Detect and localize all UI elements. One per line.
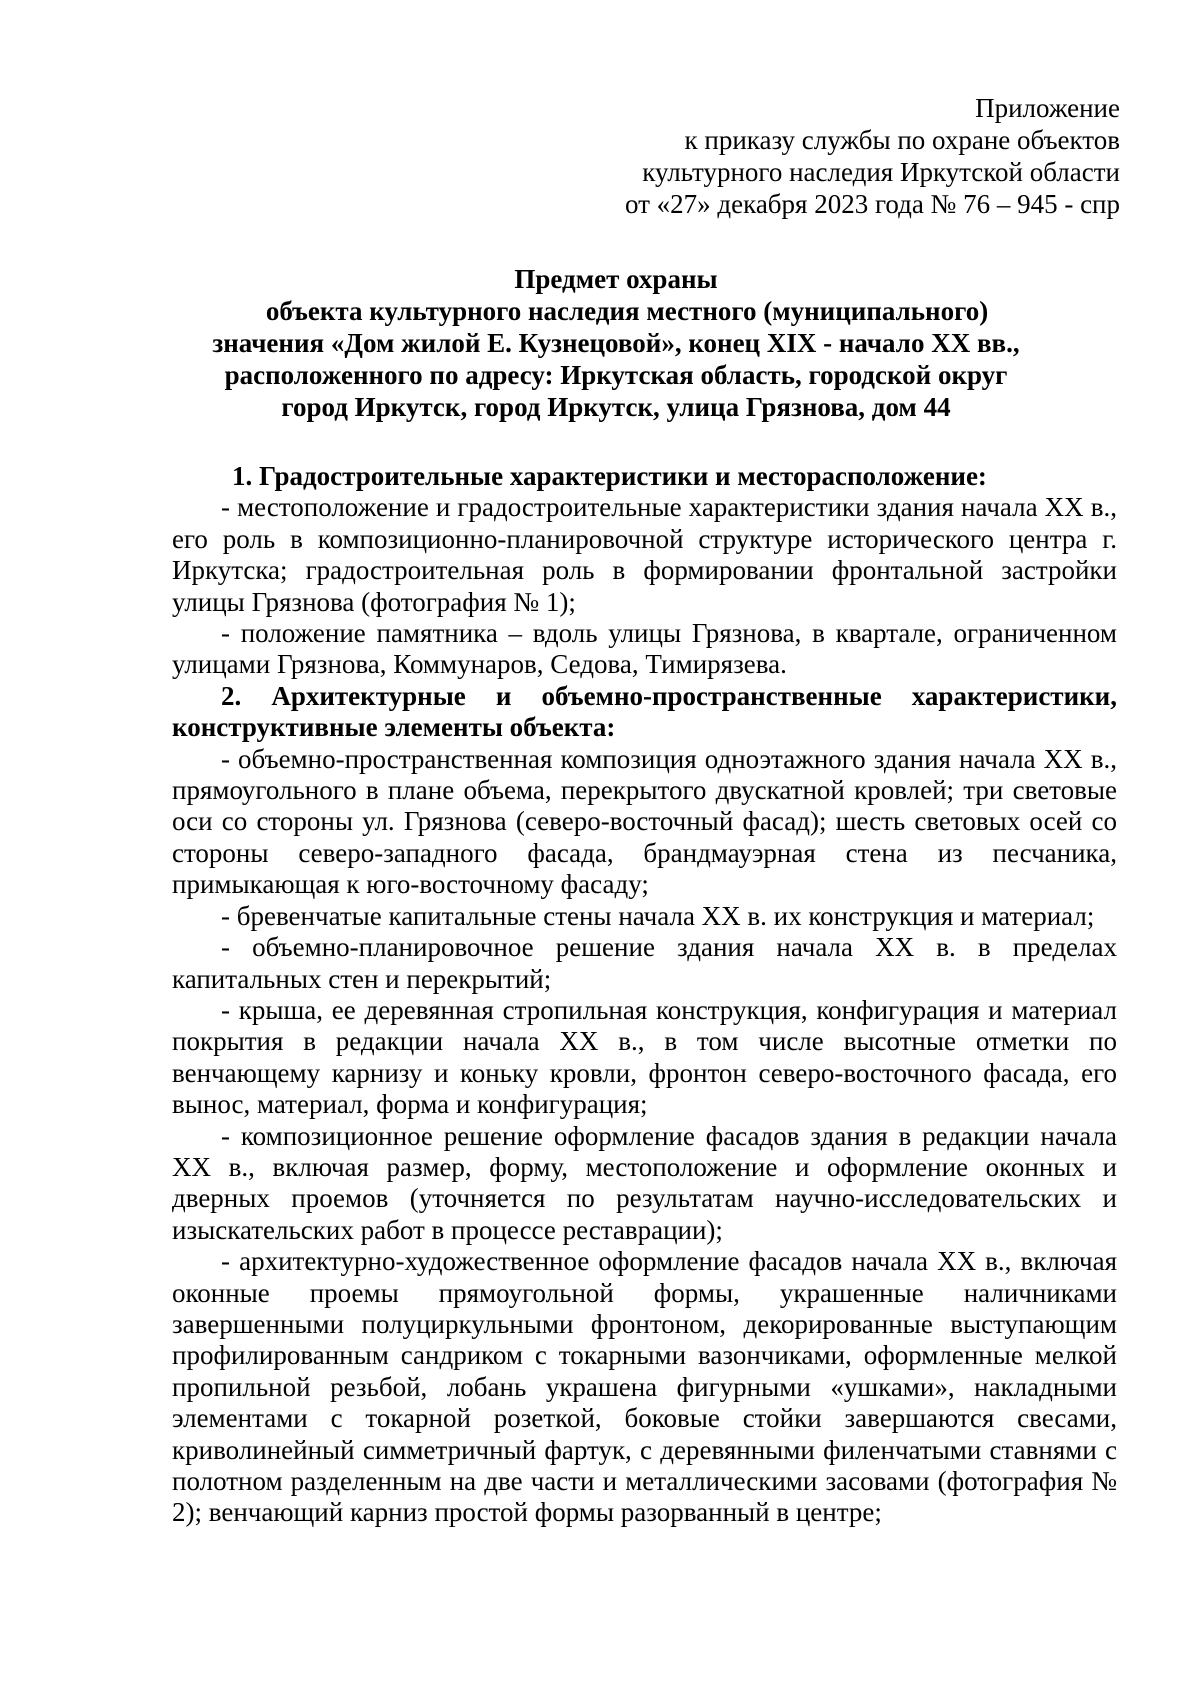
title-line-2: объекта культурного наследия местного (муниципального)	[265, 296, 989, 326]
title-line-5: город Иркутск, город Иркутск, улица Грязнова, дом 44	[281, 392, 951, 422]
section-2-item-1: - объемно-пространственная композиция одноэтажного здания начала ХХ в., прямоугольного в плане объема, перекрытого двускатной кровлей; три световые оси со стороны ул. Грязнова (северо-восточный фасад); шесть световых осей со стороны северо-западного фасада, брандмауэрная стена из песчаника, примыкающая к юго-восточному фасаду;	[172, 743, 1117, 900]
title-line-4: расположенного по адресу: Иркутская область, городской округ	[224, 360, 1008, 390]
section-2-item-6: - архитектурно-художественное оформление фасадов начала ХХ в., включая оконные проемы прямоугольной формы, украшенные наличниками завершенными полуциркульными фронтоном, декорированные выступающим профилированным сандриком с токарными вазончиками, оформленные мелкой пропильной резьбой, лобань украшена фигурными «ушками», накладными элементами с токарной розеткой, боковые стойки завершаются свесами, криволинейный симметричный фартук, с деревянными филенчатыми ставнями с полотном разделенным на две части и металлическими засовами (фотография № 2); венчающий карниз простой формы разорванный в центре;	[172, 1246, 1117, 1528]
section-1-item-2: - положение памятника – вдоль улицы Грязнова, в квартале, ограниченном улицами Грязнова, Коммунаров, Седова, Тимирязева.	[172, 618, 1117, 680]
section-2-heading: 2. Архитектурные и объемно-пространственные характеристики, конструктивные элементы объекта:	[172, 680, 1117, 743]
section-2-item-2: - бревенчатые капитальные стены начала ХХ в. их конструкция и материал;	[221, 900, 1095, 931]
attachment-block	[520, 92, 1120, 220]
attachment-authority-line: культурного наследия Иркутской области	[642, 157, 1120, 187]
attachment-order-line: к приказу службы по охране объектов	[684, 125, 1120, 155]
section-2-item-5: - композиционное решение оформление фасадов здания в редакции начала ХХ в., включая размер, форму, местоположение и оформление оконных и дверных проемов (уточняется по результатам научно-исследовательских и изыскательских работ в процессе реставрации);	[172, 1120, 1117, 1245]
section-2-item-3: - объемно-планировочное решение здания начала ХХ в. в пределах капитальных стен и перекрытий;	[172, 932, 1117, 994]
document-title	[168, 263, 1064, 423]
document-body	[172, 461, 1117, 1529]
section-2-item-4: - крыша, ее деревянная стропильная конструкция, конфигурация и материал покрытия в редакции начала ХХ в., в том числе высотные отметки по венчающему карнизу и коньку кровли, фронтон северо-восточного фасада, его вынос, материал, форма и конфигурация;	[172, 994, 1117, 1120]
section-1-item-1: - местоположение и градостроительные характеристики здания начала ХХ в., его роль в композиционно-планировочной структуре исторического центра г. Иркутска; градостроительная роль в формировании фронтальной застройки улицы Грязнова (фотография № 1);	[172, 492, 1117, 617]
attachment-title: Приложение	[975, 93, 1120, 123]
section-1-heading: 1. Градостроительные характеристики и месторасположение:	[232, 461, 987, 491]
title-line-1: Предмет охраны	[514, 264, 718, 294]
title-line-3: значения «Дом жилой Е. Кузнецовой», конец XIX - начало XX вв.,	[212, 328, 1020, 358]
attachment-date-number: от «27» декабря 2023 года № 76 – 945 - спр	[624, 189, 1120, 219]
